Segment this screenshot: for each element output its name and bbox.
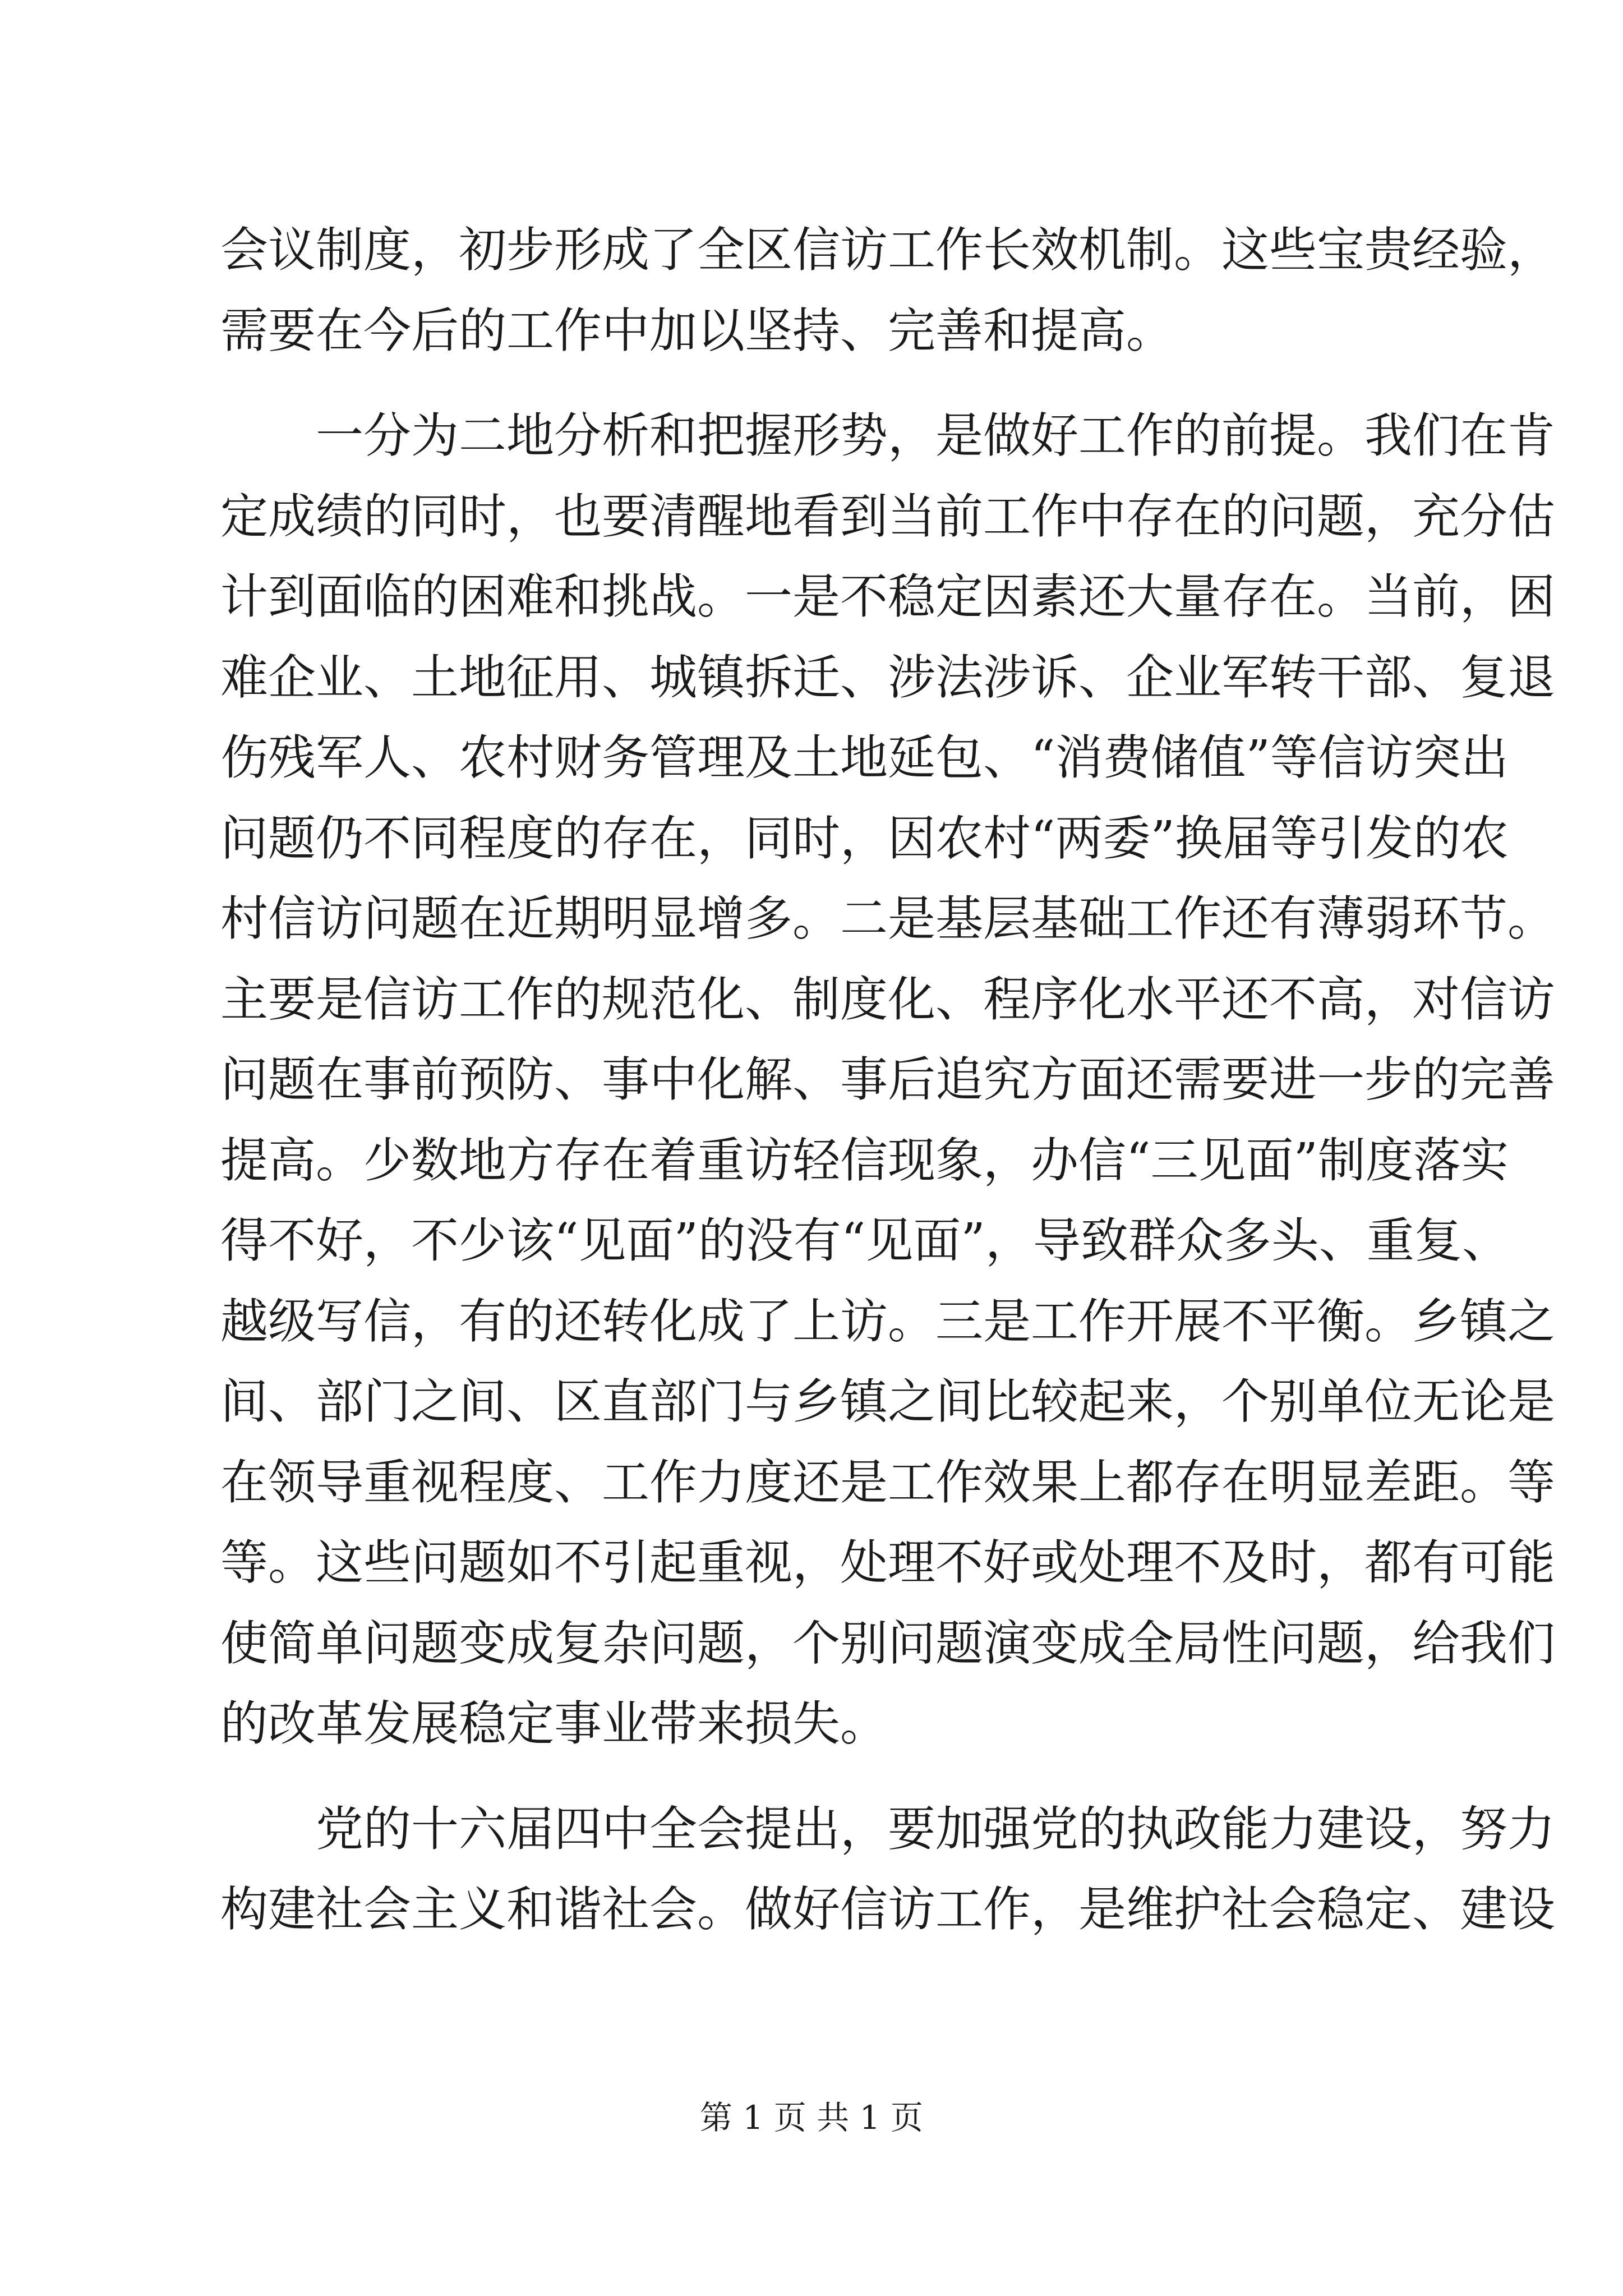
text-line: 使简单问题变成复杂问题，个别问题演变成全局性问题，给我们 [220,1616,1556,1672]
text-line: 难企业、土地征用、城镇拆迁、涉法涉诉、企业军转干部、复退 [220,650,1556,706]
text-line: 村信访问题在近期明显增多。二是基层基础工作还有薄弱环节。 [220,891,1556,947]
paragraph-3 [220,1789,1556,1950]
text-line: 党的十六届四中全会提出，要加强党的执政能力建设，努力 [220,1801,1556,1857]
text-line: 伤残军人、农村财务管理及土地延包、“消费储值”等信访突出 [220,730,1509,786]
text-line: 一分为二地分析和把握形势，是做好工作的前提。我们在肯 [220,408,1556,464]
paragraph-1 [220,210,1556,371]
text-line: 提高。少数地方存在着重访轻信现象，办信“三见面”制度落实 [220,1133,1509,1189]
text-line: 需要在今后的工作中加以坚持、完善和提高。 [220,303,1174,359]
text-line: 越级写信，有的还转化成了上访。三是工作开展不平衡。乡镇之 [220,1294,1556,1350]
text-line: 间、部门之间、区直部门与乡镇之间比较起来，个别单位无论是 [220,1374,1556,1430]
text-line: 构建社会主义和谐社会。做好信访工作，是维护社会稳定、建设 [220,1882,1556,1938]
text-line: 问题仍不同程度的存在，同时，因农村“两委”换届等引发的农 [220,811,1509,867]
text-line: 问题在事前预防、事中化解、事后追究方面还需要进一步的完善 [220,1052,1556,1108]
paragraph-2 [220,396,1556,1765]
text-line: 等。这些问题如不引起重视，处理不好或处理不及时，都有可能 [220,1535,1556,1591]
text-line: 会议制度，初步形成了全区信访工作长效机制。这些宝贵经验， [220,223,1556,278]
text-line: 计到面临的困难和挑战。一是不稳定因素还大量存在。当前，困 [220,569,1556,625]
text-line: 的改革发展稳定事业带来损失。 [220,1696,888,1752]
text-line: 主要是信访工作的规范化、制度化、程序化水平还不高，对信访 [220,972,1556,1028]
page-footer [0,2098,1623,2137]
text-line: 在领导重视程度、工作力度还是工作效果上都存在明显差距。等 [220,1455,1556,1511]
text-line: 定成绩的同时，也要清醒地看到当前工作中存在的问题，充分估 [220,489,1556,545]
page-number-label: 第 1 页 共 1 页 [700,2099,923,2137]
document-body [220,210,1556,1950]
text-line: 得不好，不少该“见面”的没有“见面”，导致群众多头、重复、 [220,1213,1510,1269]
